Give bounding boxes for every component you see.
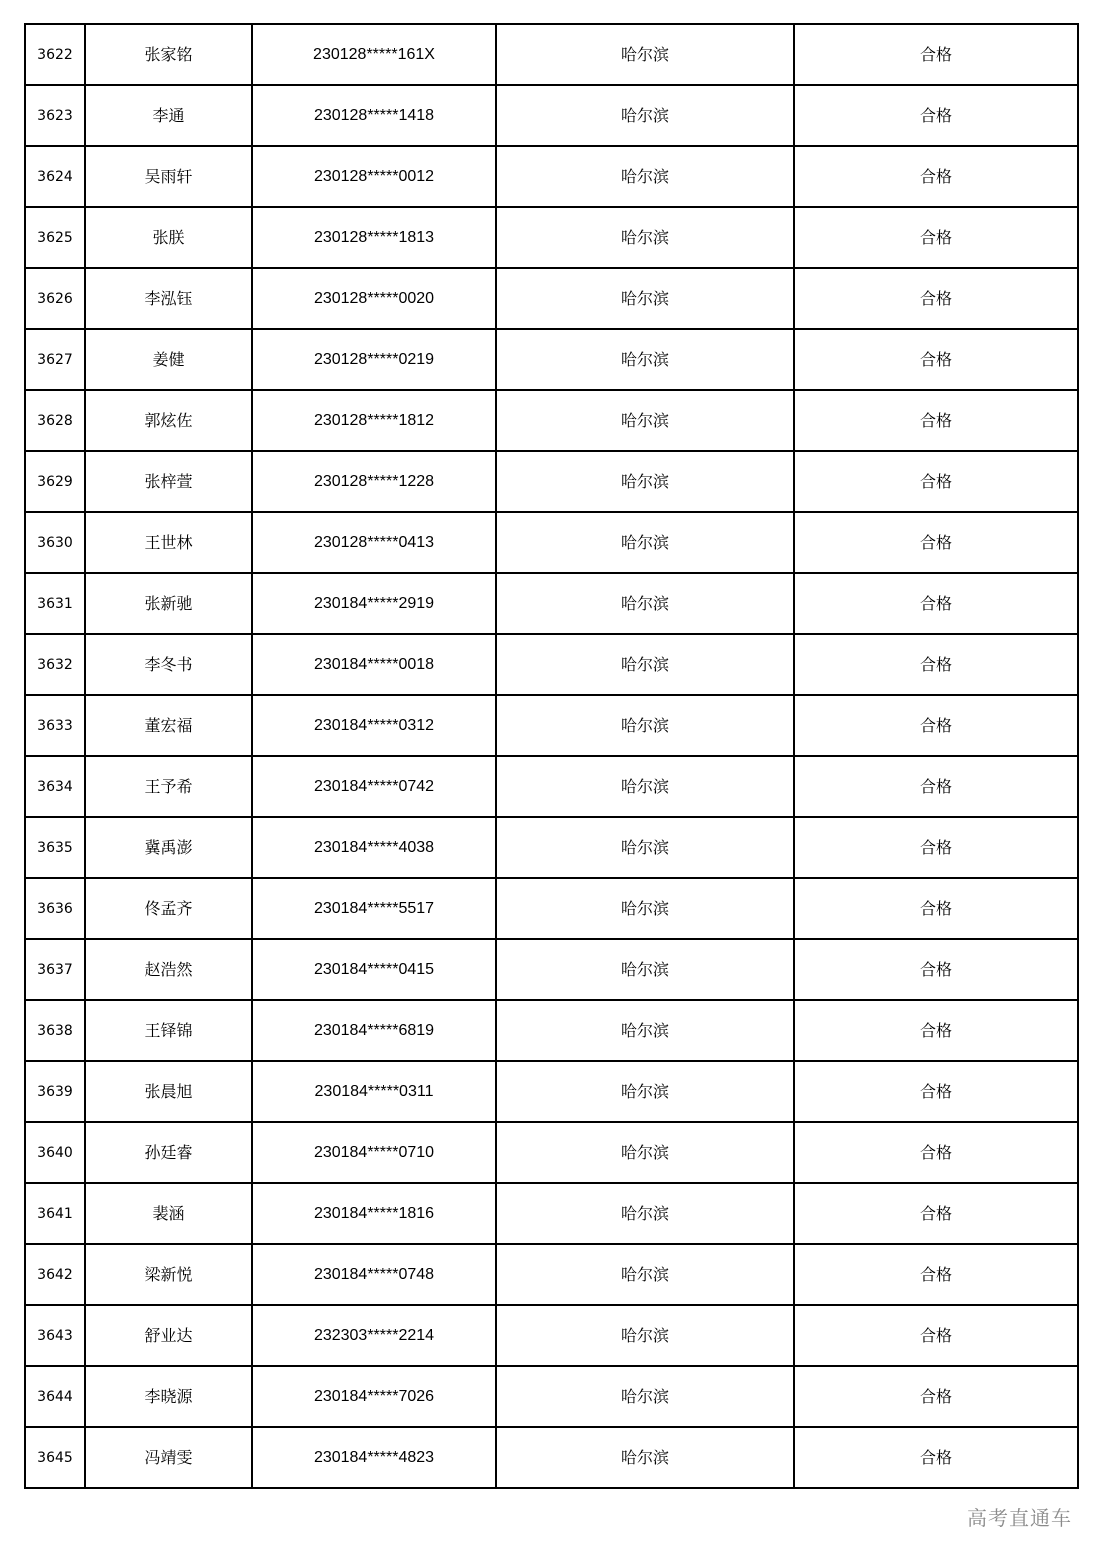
- row-number-cell: 3636: [25, 878, 85, 939]
- candidate-name-cell: 吴雨轩: [85, 146, 252, 207]
- city-cell: 哈尔滨: [496, 390, 794, 451]
- city-cell: 哈尔滨: [496, 878, 794, 939]
- result-cell: 合格: [794, 451, 1078, 512]
- result-cell: 合格: [794, 207, 1078, 268]
- id-number-cell: 230184*****6819: [252, 1000, 496, 1061]
- row-number-cell: 3645: [25, 1427, 85, 1488]
- row-number-cell: 3624: [25, 146, 85, 207]
- city-cell: 哈尔滨: [496, 329, 794, 390]
- id-number-cell: 230184*****2919: [252, 573, 496, 634]
- id-number-cell: 230128*****1812: [252, 390, 496, 451]
- candidate-name-cell: 冯靖雯: [85, 1427, 252, 1488]
- id-number-cell: 230184*****0415: [252, 939, 496, 1000]
- result-cell: 合格: [794, 1305, 1078, 1366]
- row-number-cell: 3627: [25, 329, 85, 390]
- result-cell: 合格: [794, 573, 1078, 634]
- id-number-cell: 230184*****0742: [252, 756, 496, 817]
- row-number-cell: 3628: [25, 390, 85, 451]
- city-cell: 哈尔滨: [496, 1244, 794, 1305]
- table-row: [25, 817, 1078, 878]
- city-cell: 哈尔滨: [496, 1366, 794, 1427]
- table-row: [25, 695, 1078, 756]
- table-row: [25, 329, 1078, 390]
- results-table: [24, 23, 1079, 1489]
- row-number-cell: 3632: [25, 634, 85, 695]
- candidate-name-cell: 佟孟齐: [85, 878, 252, 939]
- candidate-name-cell: 冀禹澎: [85, 817, 252, 878]
- table-row: [25, 146, 1078, 207]
- candidate-name-cell: 李通: [85, 85, 252, 146]
- id-number-cell: 230184*****1816: [252, 1183, 496, 1244]
- candidate-name-cell: 姜健: [85, 329, 252, 390]
- city-cell: 哈尔滨: [496, 146, 794, 207]
- id-number-cell: 230128*****0020: [252, 268, 496, 329]
- table-row: [25, 24, 1078, 85]
- table-row: [25, 1061, 1078, 1122]
- table-row: [25, 1244, 1078, 1305]
- row-number-cell: 3623: [25, 85, 85, 146]
- result-cell: 合格: [794, 268, 1078, 329]
- table-row: [25, 1183, 1078, 1244]
- result-cell: 合格: [794, 1427, 1078, 1488]
- city-cell: 哈尔滨: [496, 451, 794, 512]
- candidate-name-cell: 裴涵: [85, 1183, 252, 1244]
- row-number-cell: 3643: [25, 1305, 85, 1366]
- city-cell: 哈尔滨: [496, 24, 794, 85]
- row-number-cell: 3630: [25, 512, 85, 573]
- table-row: [25, 756, 1078, 817]
- candidate-name-cell: 舒业达: [85, 1305, 252, 1366]
- table-row: [25, 1122, 1078, 1183]
- candidate-name-cell: 李泓钰: [85, 268, 252, 329]
- candidate-name-cell: 张新驰: [85, 573, 252, 634]
- result-cell: 合格: [794, 146, 1078, 207]
- table-row: [25, 512, 1078, 573]
- result-cell: 合格: [794, 634, 1078, 695]
- results-table-body: [25, 24, 1078, 1488]
- row-number-cell: 3638: [25, 1000, 85, 1061]
- result-cell: 合格: [794, 1244, 1078, 1305]
- candidate-name-cell: 李晓源: [85, 1366, 252, 1427]
- result-cell: 合格: [794, 756, 1078, 817]
- result-cell: 合格: [794, 85, 1078, 146]
- row-number-cell: 3641: [25, 1183, 85, 1244]
- city-cell: 哈尔滨: [496, 85, 794, 146]
- id-number-cell: 230128*****0413: [252, 512, 496, 573]
- city-cell: 哈尔滨: [496, 1305, 794, 1366]
- city-cell: 哈尔滨: [496, 268, 794, 329]
- id-number-cell: 230128*****0219: [252, 329, 496, 390]
- result-cell: 合格: [794, 1366, 1078, 1427]
- table-row: [25, 207, 1078, 268]
- city-cell: 哈尔滨: [496, 1061, 794, 1122]
- table-row: [25, 634, 1078, 695]
- result-cell: 合格: [794, 24, 1078, 85]
- candidate-name-cell: 王铎锦: [85, 1000, 252, 1061]
- row-number-cell: 3626: [25, 268, 85, 329]
- row-number-cell: 3637: [25, 939, 85, 1000]
- candidate-name-cell: 孙廷睿: [85, 1122, 252, 1183]
- candidate-name-cell: 王世林: [85, 512, 252, 573]
- result-cell: 合格: [794, 390, 1078, 451]
- result-cell: 合格: [794, 1000, 1078, 1061]
- city-cell: 哈尔滨: [496, 1000, 794, 1061]
- result-cell: 合格: [794, 878, 1078, 939]
- table-row: [25, 878, 1078, 939]
- candidate-name-cell: 张家铭: [85, 24, 252, 85]
- table-row: [25, 390, 1078, 451]
- candidate-name-cell: 梁新悦: [85, 1244, 252, 1305]
- table-row: [25, 1000, 1078, 1061]
- candidate-name-cell: 张晨旭: [85, 1061, 252, 1122]
- city-cell: 哈尔滨: [496, 695, 794, 756]
- city-cell: 哈尔滨: [496, 207, 794, 268]
- candidate-name-cell: 王予希: [85, 756, 252, 817]
- row-number-cell: 3639: [25, 1061, 85, 1122]
- city-cell: 哈尔滨: [496, 573, 794, 634]
- id-number-cell: 230184*****0018: [252, 634, 496, 695]
- row-number-cell: 3622: [25, 24, 85, 85]
- table-row: [25, 85, 1078, 146]
- id-number-cell: 230128*****161X: [252, 24, 496, 85]
- table-row: [25, 939, 1078, 1000]
- id-number-cell: 230128*****0012: [252, 146, 496, 207]
- result-cell: 合格: [794, 1061, 1078, 1122]
- city-cell: 哈尔滨: [496, 1427, 794, 1488]
- city-cell: 哈尔滨: [496, 512, 794, 573]
- row-number-cell: 3625: [25, 207, 85, 268]
- result-cell: 合格: [794, 329, 1078, 390]
- row-number-cell: 3640: [25, 1122, 85, 1183]
- row-number-cell: 3644: [25, 1366, 85, 1427]
- table-row: [25, 451, 1078, 512]
- row-number-cell: 3631: [25, 573, 85, 634]
- candidate-name-cell: 董宏福: [85, 695, 252, 756]
- watermark-text: 高考直通车: [967, 1506, 1072, 1530]
- city-cell: 哈尔滨: [496, 756, 794, 817]
- row-number-cell: 3642: [25, 1244, 85, 1305]
- city-cell: 哈尔滨: [496, 1122, 794, 1183]
- table-row: [25, 1366, 1078, 1427]
- table-row: [25, 268, 1078, 329]
- candidate-name-cell: 张朕: [85, 207, 252, 268]
- result-cell: 合格: [794, 695, 1078, 756]
- table-row: [25, 1427, 1078, 1488]
- id-number-cell: 230184*****5517: [252, 878, 496, 939]
- result-cell: 合格: [794, 1122, 1078, 1183]
- city-cell: 哈尔滨: [496, 1183, 794, 1244]
- candidate-name-cell: 张梓萱: [85, 451, 252, 512]
- row-number-cell: 3633: [25, 695, 85, 756]
- row-number-cell: 3635: [25, 817, 85, 878]
- id-number-cell: 230184*****0710: [252, 1122, 496, 1183]
- city-cell: 哈尔滨: [496, 939, 794, 1000]
- result-cell: 合格: [794, 1183, 1078, 1244]
- id-number-cell: 230184*****7026: [252, 1366, 496, 1427]
- candidate-name-cell: 赵浩然: [85, 939, 252, 1000]
- id-number-cell: 230128*****1418: [252, 85, 496, 146]
- table-row: [25, 573, 1078, 634]
- table-row: [25, 1305, 1078, 1366]
- id-number-cell: 230184*****0312: [252, 695, 496, 756]
- id-number-cell: 230184*****0748: [252, 1244, 496, 1305]
- result-cell: 合格: [794, 817, 1078, 878]
- id-number-cell: 230184*****0311: [252, 1061, 496, 1122]
- candidate-name-cell: 李冬书: [85, 634, 252, 695]
- id-number-cell: 232303*****2214: [252, 1305, 496, 1366]
- candidate-name-cell: 郭炫佐: [85, 390, 252, 451]
- city-cell: 哈尔滨: [496, 817, 794, 878]
- row-number-cell: 3629: [25, 451, 85, 512]
- result-cell: 合格: [794, 939, 1078, 1000]
- city-cell: 哈尔滨: [496, 634, 794, 695]
- id-number-cell: 230128*****1813: [252, 207, 496, 268]
- row-number-cell: 3634: [25, 756, 85, 817]
- id-number-cell: 230184*****4038: [252, 817, 496, 878]
- result-cell: 合格: [794, 512, 1078, 573]
- id-number-cell: 230184*****4823: [252, 1427, 496, 1488]
- id-number-cell: 230128*****1228: [252, 451, 496, 512]
